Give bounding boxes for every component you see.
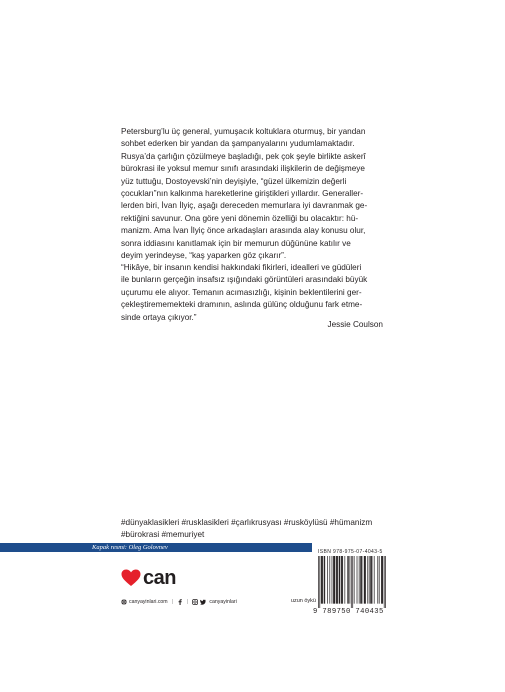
publisher-social-handle[interactable]: canyayinlari — [209, 599, 237, 605]
barcode — [318, 556, 386, 608]
facebook-icon[interactable] — [177, 599, 183, 605]
barcode-bar — [342, 556, 343, 604]
barcode-bar — [324, 556, 325, 604]
barcode-bar — [339, 556, 340, 604]
barcode-bar — [333, 556, 334, 604]
isbn-label: ISBN 978-975-07-4043-5 — [318, 549, 383, 555]
barcode-bar — [322, 556, 323, 604]
cover-credit: Kapak resmi: Oleg Golovnev — [92, 544, 168, 551]
barcode-bar — [364, 556, 365, 604]
heart-icon — [121, 569, 141, 587]
barcode-bar — [361, 556, 362, 604]
barcode-bar — [377, 556, 378, 604]
barcode-bar — [322, 556, 323, 604]
barcode-bar — [329, 556, 330, 604]
quote-line: uçurumu ele alıyor. Temanın acımasızlığı, kişinin beklentilerini ger- — [121, 287, 362, 297]
barcode-bar — [374, 556, 375, 604]
barcode-bar — [344, 556, 345, 604]
cover-credit-band — [0, 543, 312, 552]
barcode-bar — [371, 556, 372, 604]
barcode-bar — [379, 556, 380, 604]
hashtags-line: #dünyaklasikleri #rusklasikleri #çarlıkrusyası #rusköylüsü #hümanizm — [121, 518, 373, 527]
barcode-bar — [337, 556, 338, 604]
twitter-icon[interactable] — [200, 599, 206, 605]
barcode-bar — [367, 556, 368, 604]
barcode-bar — [359, 556, 360, 604]
barcode-bar — [334, 556, 335, 604]
barcode-bar — [332, 556, 333, 604]
quote-line: sinde ortaya çıkıyor.” — [121, 312, 197, 322]
barcode-bar — [362, 556, 363, 604]
barcode-bar — [382, 556, 383, 604]
hashtags — [121, 517, 386, 541]
blurb-line: manizm. Ama İvan İlyiç önce arkadaşları arasında alay konusu olur, — [121, 226, 366, 236]
barcode-bar — [382, 556, 383, 604]
barcode-bar — [360, 556, 361, 604]
blurb-line: Rusya’da çarlığın çözülmeye başladığı, pek çok şeyle birlikte askerî — [121, 151, 366, 161]
barcode-bar — [336, 556, 337, 604]
barcode-bar — [352, 556, 353, 608]
barcode-bar — [351, 556, 352, 608]
barcode-bar — [324, 556, 325, 604]
blurb-line: bürokrasi ile yoksul memur sınıfı arasındaki ilişkilerin de değişmeye — [121, 164, 365, 174]
barcode-bar — [339, 556, 340, 604]
barcode-bar — [369, 556, 370, 604]
quote-author: Jessie Coulson — [327, 320, 383, 329]
barcode-bar — [372, 556, 373, 604]
publisher-logo — [121, 568, 176, 588]
review-quote — [121, 262, 383, 324]
blurb-line: sohbet ederken bir yandan da şampanyalarını yudumlamaktadır. — [121, 139, 355, 149]
quote-line: çekleştirememekteki dramının, aslında gülünç olduğunu fark etme- — [121, 300, 363, 310]
hashtags-line: #bürokrasi #memuriyet — [121, 530, 205, 539]
globe-icon — [121, 599, 127, 605]
barcode-bar — [321, 556, 322, 604]
genre-label: uzun öykü — [290, 598, 316, 604]
barcode-bar — [341, 556, 342, 604]
barcode-bar — [342, 556, 343, 604]
barcode-bar — [318, 556, 319, 608]
blurb-line: sonra iddiasını kanıtlamak için bir memurun düğününe katılır ve — [121, 238, 351, 248]
barcode-bar — [334, 556, 335, 604]
barcode-bar — [348, 556, 349, 604]
barcode-bar — [385, 556, 386, 608]
barcode-bar — [357, 556, 358, 604]
barcode-bar — [370, 556, 371, 604]
publisher-logo-word: can — [143, 567, 176, 589]
barcode-bar — [327, 556, 328, 604]
barcode-bar — [347, 556, 348, 604]
barcode-bar — [381, 556, 382, 604]
publisher-footer: canyayinlari.com | | canyayinlari uzun öykü — [121, 597, 316, 607]
barcode-bar — [365, 556, 366, 604]
barcode-bar — [354, 556, 355, 604]
barcode-bar — [349, 556, 350, 604]
blurb-line: çocukları”nın kalkınma hareketlerine giriştikleri yıllardır. Generaller- — [121, 189, 364, 199]
blurb-line: rektiğini savunur. Ona göre yeni dönemin özelliği bu olacaktır: hü- — [121, 213, 359, 223]
quote-line: ile bunların gerçeğin insafsız ışığındaki görüntüleri arasındaki büyük — [121, 275, 368, 285]
isbn-digits: 9 789750 740435 — [313, 608, 384, 616]
blurb-line: Petersburg’lu üç general, yumuşacık koltuklara oturmuş, bir yandan — [121, 127, 366, 136]
blurb-line: lerden biri, İvan İlyiç, aşağı dereceden memurlara iyi davranmak ge- — [121, 201, 368, 211]
publisher-website[interactable]: canyayinlari.com — [129, 599, 168, 605]
quote-line: “Hikâye, bir insanın kendisi hakkındaki fikirleri, idealleri ve güdüleri — [121, 263, 362, 272]
blurb-line: yüz tuttuğu, Dostoyevski’nin deyişiyle, “güzel ülkemizin değerli — [121, 176, 347, 186]
back-cover-blurb — [121, 126, 383, 262]
barcode-bar — [384, 556, 385, 608]
barcode-bar — [319, 556, 320, 608]
barcode-bar — [365, 556, 366, 604]
instagram-icon[interactable] — [192, 599, 198, 605]
barcode-bar — [337, 556, 338, 604]
blurb-line: deyim yerindeyse, “kaş yaparken göz çıkarır”. — [121, 251, 287, 261]
